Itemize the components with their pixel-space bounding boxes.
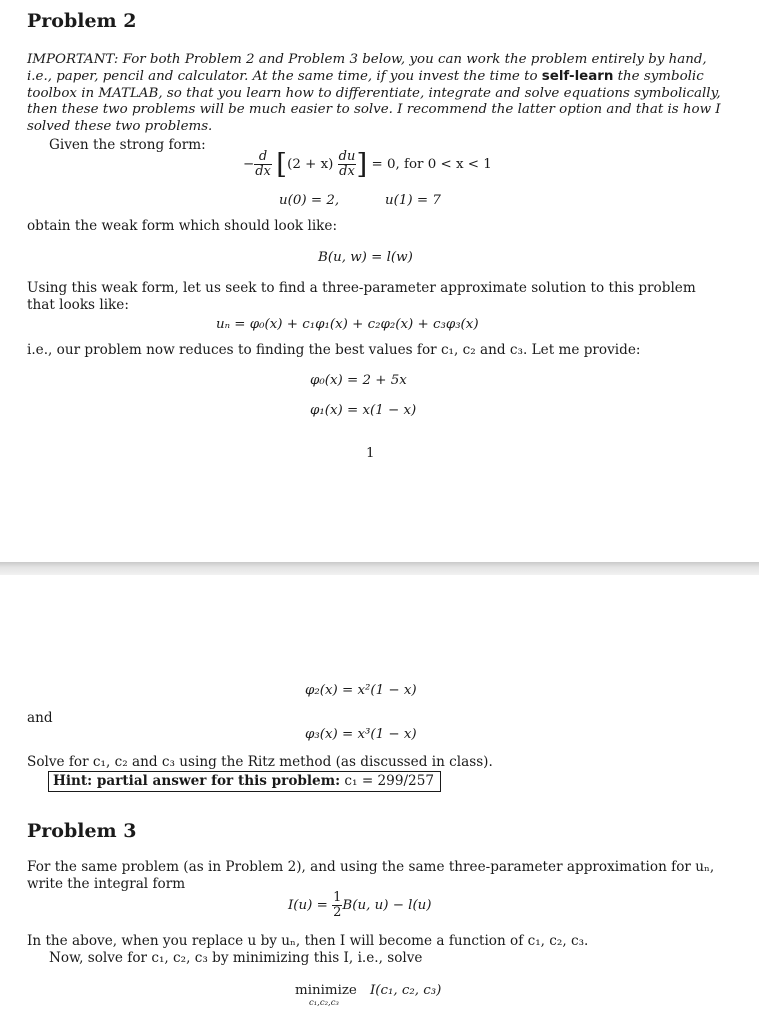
replace-text: In the above, when you replace u by uₙ, then I will become a function of c₁, c₂, c₃. (27, 933, 589, 949)
half-fraction: $\frac{1}{2}$ (333, 890, 342, 920)
problem-3-intro: For the same problem (as in Problem 2), and using the same three-parameter approximation for uₙ, write the integral form (27, 859, 715, 892)
important-paragraph: IMPORTANT: For both Problem 2 and Problem 3 below, you can work the problem entirely by hand, i.e., paper, pencil and calculator. At the same time, if you invest the time to self-learn the symbolic toolbox in MATLAB, so that you learn how to differentiate, integrate and solve equations symbolically, then these two problems will be much easier to solve. I recommend the latter option and that is how I solved these two problems. (27, 52, 721, 135)
weak-form-equation: B(u, w) = l(w) (318, 250, 413, 265)
du-dx-fraction: $\frac{du}{dx}$ (338, 149, 356, 179)
now-text: Now, solve for c₁, c₂, c₃ by minimizing this I, i.e., solve (49, 950, 423, 966)
problem-2-heading: Problem 2 (27, 10, 137, 32)
given-text: Given the strong form: (49, 137, 206, 153)
boundary-condition-1: u(0) = 2, (279, 193, 340, 208)
hint-box (48, 771, 441, 792)
integral-form-equation: I(u) = $\frac{1}{2}$ B(u, u) − l(u) (288, 890, 432, 920)
minimize-expression: I(c₁, c₂, c₃) (370, 983, 442, 998)
phi0-definition: φ₀(x) = 2 + 5x (310, 373, 407, 388)
problem-3-heading: Problem 3 (27, 820, 137, 842)
page-number: 1 (366, 446, 375, 461)
reduces-text: i.e., our problem now reduces to finding the best values for c₁, c₂ and c₃. Let me provide: (27, 342, 641, 358)
minimize-subscript: c₁,c₂,c₃ (309, 998, 339, 1008)
strong-form-equation: − $\frac{d}{dx}$ [(2 + x) $\frac{du}{dx}$ ] = 0, for 0 < x < 1 (243, 147, 492, 181)
d-dx-fraction: $\frac{d}{dx}$ (255, 149, 271, 179)
and-text: and (27, 710, 53, 726)
solve-text: Solve for c₁, c₂ and c₃ using the Ritz method (as discussed in class). (27, 754, 493, 770)
phi1-definition: φ₁(x) = x(1 − x) (310, 403, 417, 418)
uN-approximation: uₙ = φ₀(x) + c₁φ₁(x) + c₂φ₂(x) + c₃φ₃(x) (216, 317, 479, 332)
page-separator (0, 562, 759, 575)
strong-form-rhs: = 0, for 0 < x < 1 (371, 157, 492, 172)
page-2 (0, 575, 759, 1024)
phi3-definition: φ₃(x) = x³(1 − x) (305, 727, 417, 742)
boundary-condition-2: u(1) = 7 (385, 193, 441, 208)
obtain-text: obtain the weak form which should look like: (27, 218, 338, 234)
hint-label: Hint: partial answer for this problem: (53, 773, 341, 789)
minimize-word: minimize (295, 983, 357, 998)
phi2-definition: φ₂(x) = x²(1 − x) (305, 683, 417, 698)
using-text: Using this weak form, let us seek to find a three-parameter approximate solution to this problem that looks like: (27, 280, 696, 313)
hint-value: c₁ = 299/257 (340, 773, 434, 789)
self-learn-emphasis: self-learn (541, 68, 614, 84)
